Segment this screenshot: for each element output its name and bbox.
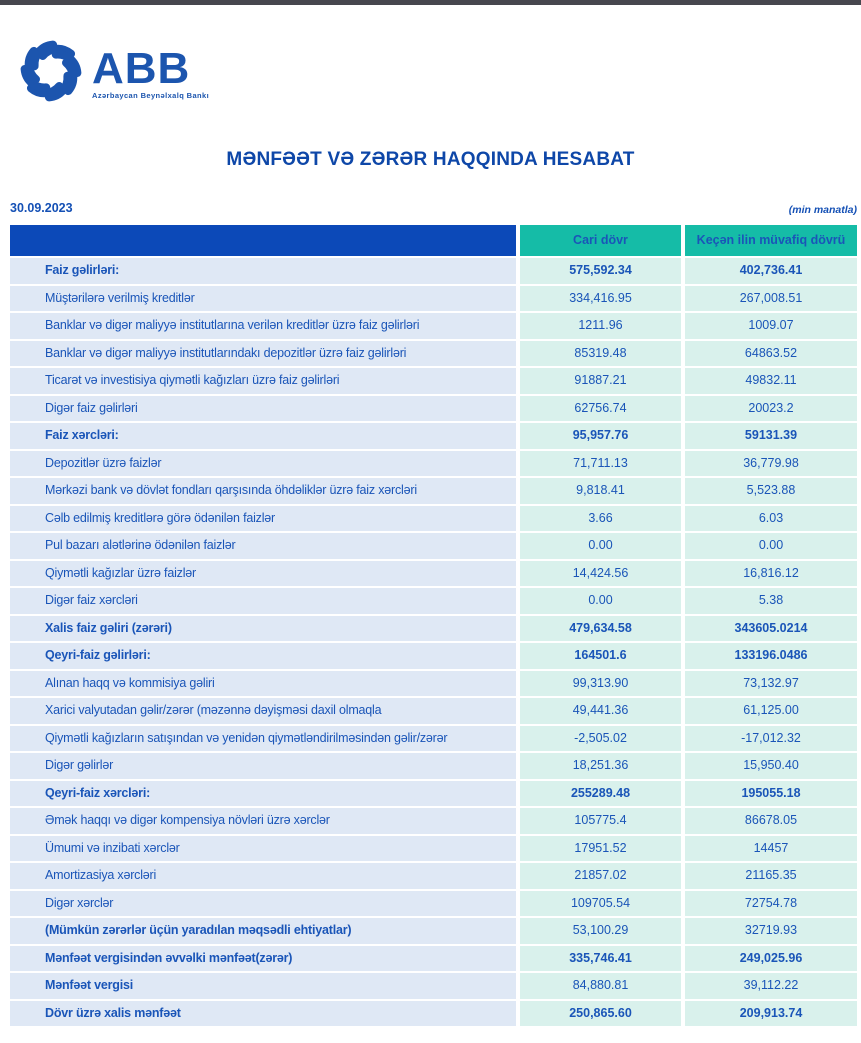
row-current-value: 62756.74 [520, 396, 681, 422]
row-current-value: 575,592.34 [520, 258, 681, 284]
table-row [10, 506, 857, 532]
header-current-period: Cari dövr [520, 225, 681, 256]
row-label: Dövr üzrə xalis mənfəət [10, 1001, 516, 1027]
table-row [10, 863, 857, 889]
row-previous-value: 267,008.51 [685, 286, 857, 312]
row-current-value: 479,634.58 [520, 616, 681, 642]
row-previous-value: 15,950.40 [685, 753, 857, 779]
table-row [10, 808, 857, 834]
row-label: Mənfəət vergisi [10, 973, 516, 999]
row-label: Banklar və digər maliyyə institutlarındakı depozitlər üzrə faiz gəlirləri [10, 341, 516, 367]
row-label: Alınan haqq və kommisiya gəliri [10, 671, 516, 697]
row-current-value: 49,441.36 [520, 698, 681, 724]
row-label: Qeyri-faiz gəlirləri: [10, 643, 516, 669]
report-date: 30.09.2023 [10, 201, 73, 215]
row-previous-value: 64863.52 [685, 341, 857, 367]
row-current-value: 18,251.36 [520, 753, 681, 779]
row-previous-value: 133196.0486 [685, 643, 857, 669]
table-row [10, 423, 857, 449]
row-label: Xarici valyutadan gəlir/zərər (məzənnə dəyişməsi daxil olmaqla [10, 698, 516, 724]
row-previous-value: 402,736.41 [685, 258, 857, 284]
row-previous-value: 61,125.00 [685, 698, 857, 724]
table-row [10, 258, 857, 284]
row-current-value: -2,505.02 [520, 726, 681, 752]
table-row [10, 313, 857, 339]
row-current-value: 0.00 [520, 588, 681, 614]
row-label: Pul bazarı alətlərinə ödənilən faizlər [10, 533, 516, 559]
row-previous-value: 21165.35 [685, 863, 857, 889]
unit-note: (min manatla) [788, 204, 857, 216]
row-label: Banklar və digər maliyyə institutlarına verilən kreditlər üzrə faiz gəlirləri [10, 313, 516, 339]
row-previous-value: 14457 [685, 836, 857, 862]
row-previous-value: 36,779.98 [685, 451, 857, 477]
row-previous-value: 1009.07 [685, 313, 857, 339]
brand-caption: Azərbaycan Beynəlxalq Bankı [92, 90, 210, 100]
table-row [10, 918, 857, 944]
row-previous-value: 343605.0214 [685, 616, 857, 642]
table-row [10, 478, 857, 504]
row-label: Depozitlər üzrə faizlər [10, 451, 516, 477]
header-empty-cell [10, 225, 516, 256]
row-current-value: 164501.6 [520, 643, 681, 669]
row-label: Digər xərclər [10, 891, 516, 917]
row-label: Amortizasiya xərcləri [10, 863, 516, 889]
table-row [10, 753, 857, 779]
table-row [10, 533, 857, 559]
table-row [10, 396, 857, 422]
row-label: Digər gəlirlər [10, 753, 516, 779]
row-label: Xalis faiz gəliri (zərəri) [10, 616, 516, 642]
row-previous-value: 16,816.12 [685, 561, 857, 587]
row-previous-value: 72754.78 [685, 891, 857, 917]
row-previous-value: 59131.39 [685, 423, 857, 449]
row-label: Qeyri-faiz xərcləri: [10, 781, 516, 807]
table-row [10, 946, 857, 972]
row-current-value: 250,865.60 [520, 1001, 681, 1027]
row-previous-value: 249,025.96 [685, 946, 857, 972]
row-label: Faiz xərcləri: [10, 423, 516, 449]
row-current-value: 105775.4 [520, 808, 681, 834]
page-title: MƏNFƏƏT VƏ ZƏRƏR HAQQINDA HESABAT [226, 149, 635, 170]
table-row [10, 616, 857, 642]
brand-name: ABB [92, 43, 191, 93]
row-current-value: 3.66 [520, 506, 681, 532]
row-current-value: 109705.54 [520, 891, 681, 917]
row-previous-value: 20023.2 [685, 396, 857, 422]
row-previous-value: 5,523.88 [685, 478, 857, 504]
row-current-value: 21857.02 [520, 863, 681, 889]
table-header-row [10, 225, 857, 256]
row-current-value: 99,313.90 [520, 671, 681, 697]
row-current-value: 1211.96 [520, 313, 681, 339]
row-current-value: 71,711.13 [520, 451, 681, 477]
row-previous-value: 32719.93 [685, 918, 857, 944]
row-current-value: 0.00 [520, 533, 681, 559]
row-label: Qiymətli kağızlar üzrə faizlər [10, 561, 516, 587]
row-previous-value: 5.38 [685, 588, 857, 614]
row-label: Cəlb edilmiş kreditlərə görə ödənilən faizlər [10, 506, 516, 532]
table-row [10, 341, 857, 367]
row-label: Ümumi və inzibati xərclər [10, 836, 516, 862]
window-top-bar [0, 0, 861, 5]
row-label: Qiymətli kağızların satışından və yenidən qiymətləndirilməsindən gəlir/zərər [10, 726, 516, 752]
row-label: Mərkəzi bank və dövlət fondları qarşısında öhdəliklər üzrə faiz xərcləri [10, 478, 516, 504]
row-current-value: 85319.48 [520, 341, 681, 367]
row-previous-value: 73,132.97 [685, 671, 857, 697]
abb-swirl-icon [16, 36, 86, 106]
row-previous-value: 86678.05 [685, 808, 857, 834]
table-row [10, 891, 857, 917]
table-row [10, 781, 857, 807]
row-current-value: 255289.48 [520, 781, 681, 807]
table-row [10, 973, 857, 999]
table-row [10, 1001, 857, 1027]
table-row [10, 836, 857, 862]
table-row [10, 643, 857, 669]
row-previous-value: 39,112.22 [685, 973, 857, 999]
bank-logo [16, 36, 209, 106]
table-row [10, 368, 857, 394]
table-row [10, 698, 857, 724]
header-previous-period: Keçən ilin müvafiq dövrü [685, 225, 857, 256]
row-current-value: 335,746.41 [520, 946, 681, 972]
row-current-value: 334,416.95 [520, 286, 681, 312]
row-label: Digər faiz gəlirləri [10, 396, 516, 422]
table-row [10, 588, 857, 614]
row-current-value: 53,100.29 [520, 918, 681, 944]
row-current-value: 91887.21 [520, 368, 681, 394]
row-previous-value: 0.00 [685, 533, 857, 559]
table-row [10, 561, 857, 587]
row-previous-value: 209,913.74 [685, 1001, 857, 1027]
brand-text [92, 43, 210, 100]
row-label: Faiz gəlirləri: [10, 258, 516, 284]
row-previous-value: 6.03 [685, 506, 857, 532]
row-previous-value: 195055.18 [685, 781, 857, 807]
row-previous-value: -17,012.32 [685, 726, 857, 752]
row-label: Müştərilərə verilmiş kreditlər [10, 286, 516, 312]
row-current-value: 95,957.76 [520, 423, 681, 449]
row-label: Mənfəət vergisindən əvvəlki mənfəət(zərər) [10, 946, 516, 972]
table-row [10, 671, 857, 697]
table-row [10, 451, 857, 477]
table-row [10, 286, 857, 312]
row-label: Ticarət və investisiya qiymətli kağızları üzrə faiz gəlirləri [10, 368, 516, 394]
row-current-value: 84,880.81 [520, 973, 681, 999]
profit-loss-table [10, 225, 857, 1026]
row-previous-value: 49832.11 [685, 368, 857, 394]
row-current-value: 14,424.56 [520, 561, 681, 587]
row-label: Əmək haqqı və digər kompensiya növləri üzrə xərclər [10, 808, 516, 834]
table-row [10, 726, 857, 752]
row-current-value: 17951.52 [520, 836, 681, 862]
row-current-value: 9,818.41 [520, 478, 681, 504]
row-label: Digər faiz xərcləri [10, 588, 516, 614]
report-meta [10, 201, 857, 219]
row-label: (Mümkün zərərlər üçün yaradılan məqsədli ehtiyatlar) [10, 918, 516, 944]
